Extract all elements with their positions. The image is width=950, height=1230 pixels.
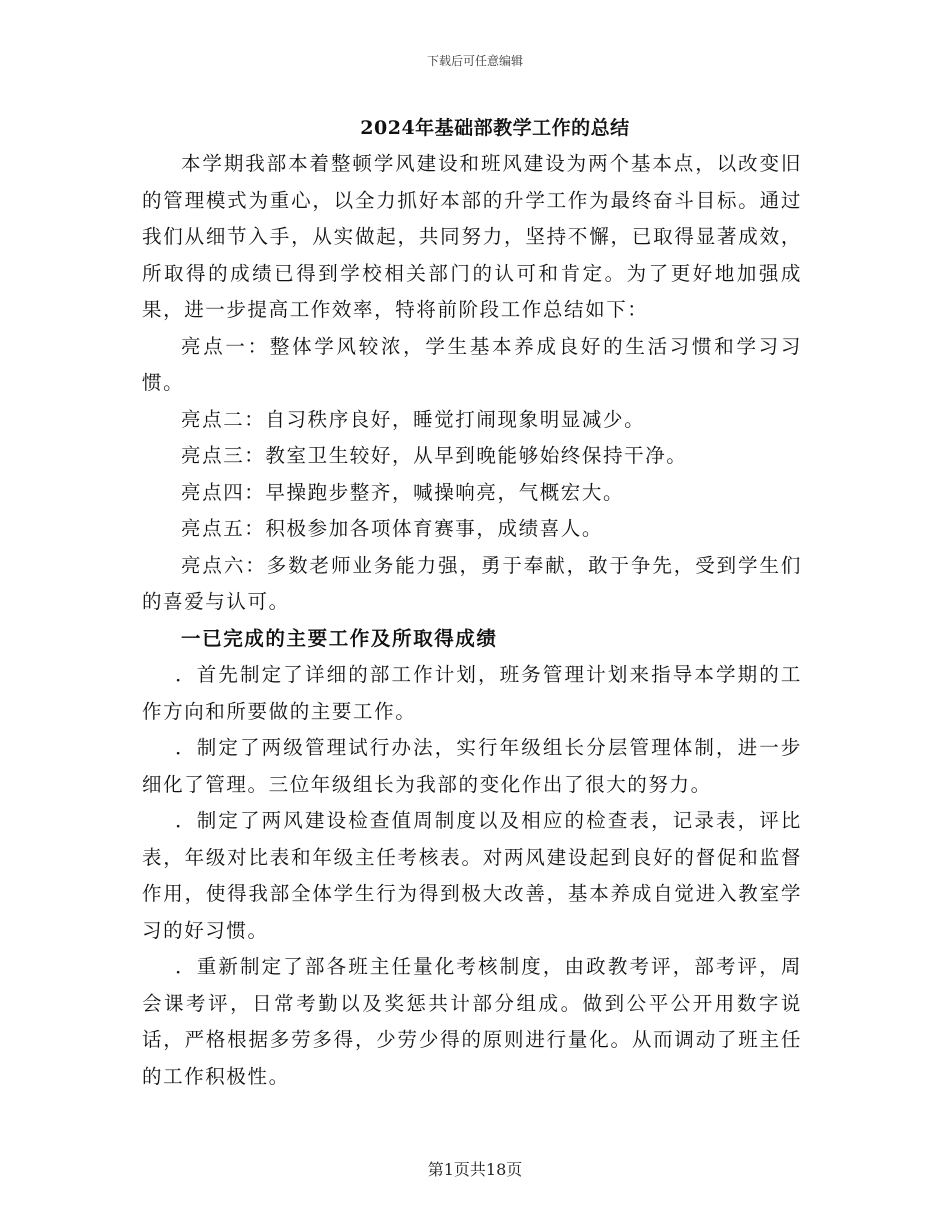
intro-paragraph: 本学期我部本着整顿学风建设和班风建设为两个基本点，以改变旧的管理模式为重心，以全力抓好本部的升学工作为最终奋斗目标。通过我们从细节入手，从实做起，共同努力，坚持不懈，已取得显著成效，所取得的成绩已得到学校相关部门的认可和肯定。为了更好地加强成果，进一步提高工作效率，特将前阶段工作总结如下： [142,152,802,321]
document-body [142,146,802,1095]
highlight-5: 亮点五：积极参加各项体育赛事，成绩喜人。 [181,517,604,540]
work-item-1: ．首先制定了详细的部工作计划，班务管理计划来指导本学期的工作方向和所要做的主要工作。 [142,663,802,723]
work-item-4: ．重新制定了部各班主任量化考核制度，由政教考评，部考评，周会课考评，日常考勤以及奖惩共计部分组成。做到公平公开用数字说话，严格根据多劳多得，少劳少得的原则进行量化。从而调动了班主任的工作积极性。 [142,955,802,1088]
highlight-1: 亮点一：整体学风较浓，学生基本养成良好的生活习惯和学习习惯。 [142,334,802,394]
highlight-3: 亮点三：教室卫生较好，从早到晚能够始终保持干净。 [181,444,688,467]
header-note: 下载后可任意编辑 [426,54,523,68]
work-item-3: ．制定了两风建设检查值周制度以及相应的检查表，记录表，评比表，年级对比表和年级主任考核表。对两风建设起到良好的督促和监督作用，使得我部全体学生行为得到极大改善，基本养成自觉进入教室学习的好习惯。 [142,809,802,942]
page-number: 第1页共18页 [427,1160,523,1179]
highlight-6: 亮点六：多数老师业务能力强，勇于奉献，敢于争先，受到学生们的喜爱与认可。 [142,553,802,613]
document-title: 2024年基础部教学工作的总结 [360,117,630,139]
highlight-2: 亮点二：自习秩序良好，睡觉打闹现象明显减少。 [181,407,646,431]
section-heading: 一已完成的主要工作及所取得成绩 [181,626,498,650]
work-item-2: ．制定了两级管理试行办法，实行年级组长分层管理体制，进一步细化了管理。三位年级组长为我部的变化作出了很大的努力。 [142,736,802,796]
highlight-4: 亮点四：早操跑步整齐，喊操响亮，气概宏大。 [181,480,625,504]
